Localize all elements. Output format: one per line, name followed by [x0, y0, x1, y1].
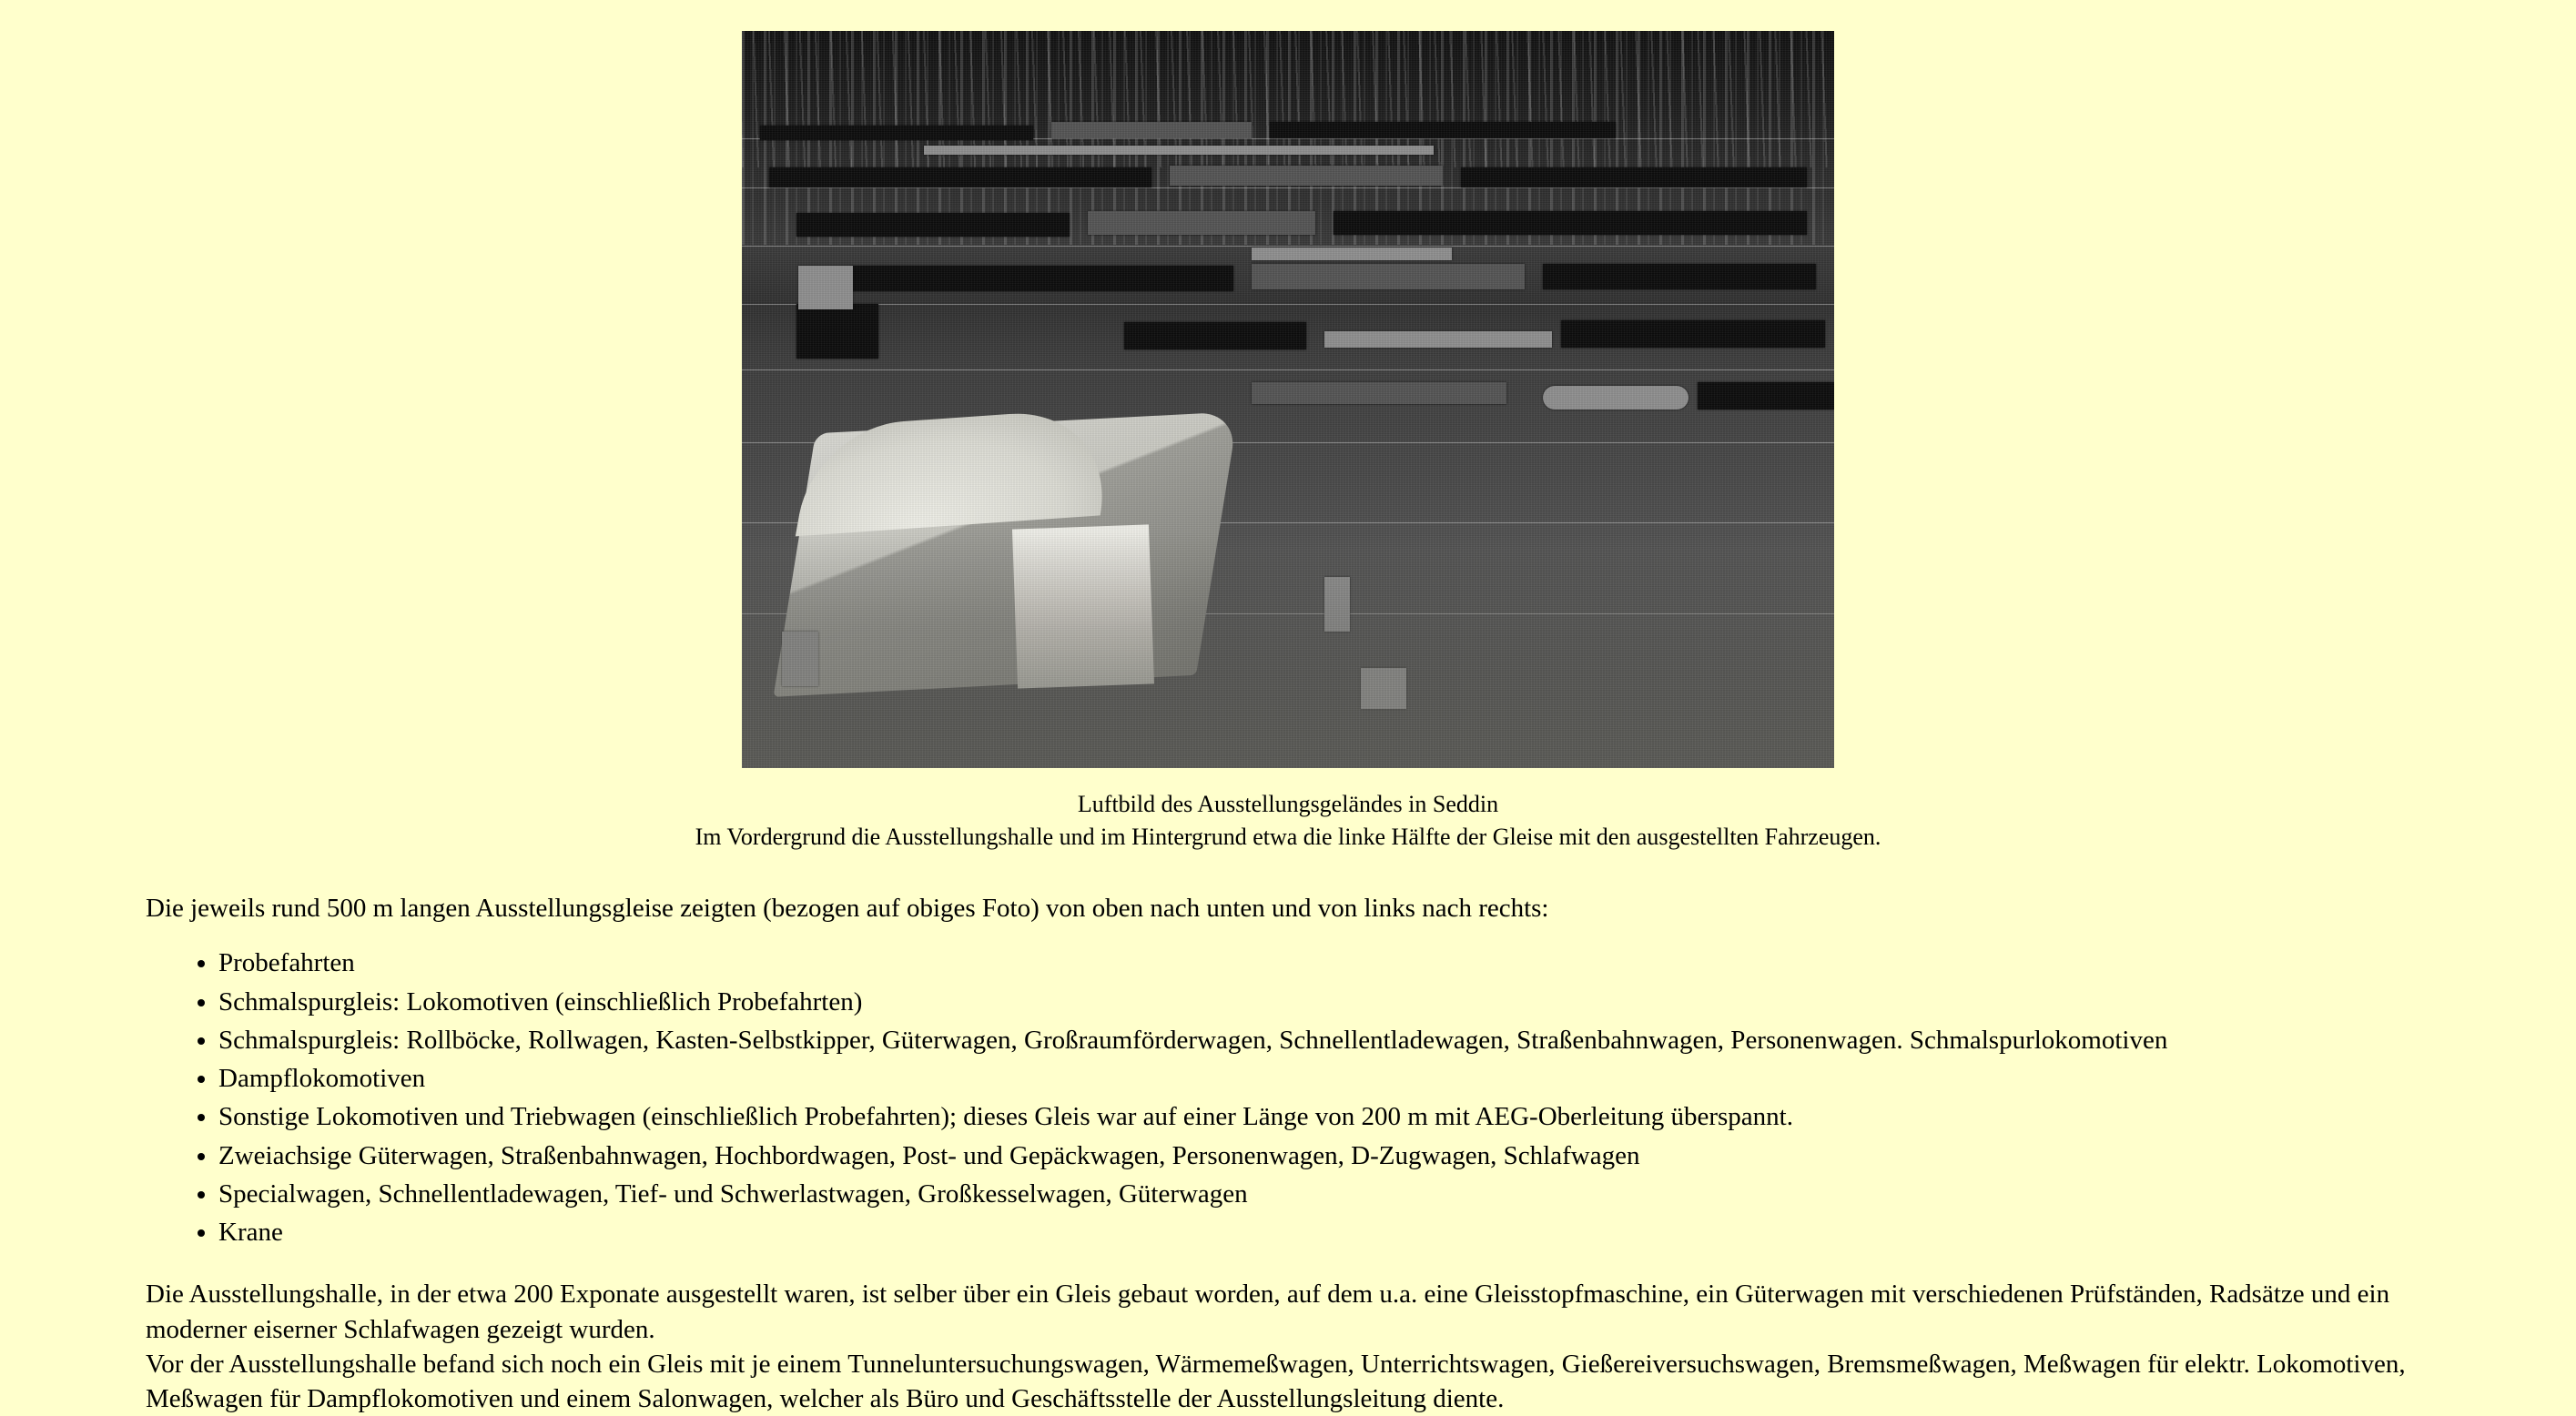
- rail-vehicle: [796, 213, 1070, 237]
- rail-vehicle: [1252, 264, 1525, 289]
- rail-vehicle: [1543, 264, 1816, 289]
- caption-line-2: Im Vordergrund die Ausstellungshalle und im Hintergrund etwa die linke Hälfte der Gleise mit den ausgestellten Fahrzeugen.: [695, 823, 1881, 850]
- building-block: [796, 304, 878, 359]
- intro-paragraph: Die jeweils rund 500 m langen Ausstellungsgleise zeigten (bezogen auf obiges Foto) von oben nach unten und von links nach rechts:: [146, 893, 1549, 923]
- photo-image: [742, 31, 1834, 768]
- rail-track-line: [742, 187, 1834, 188]
- rail-vehicle: [1051, 122, 1252, 138]
- tank-wagon: [1543, 386, 1689, 410]
- list-item: • Krane: [218, 1215, 2430, 1249]
- list-item: • Probefahrten: [218, 946, 2430, 980]
- rail-vehicle: [760, 126, 1033, 140]
- list-item: • Schmalspurgleis: Rollböcke, Rollwagen, Kasten-Selbstkipper, Güterwagen, Großraumförderwagen, Schnellentladewagen, Straßenbahnwagen, Personenwagen. Schmalspurlokomotiven: [218, 1023, 2430, 1057]
- yard-ground: [742, 531, 1834, 768]
- list-item: • Specialwagen, Schnellentladewagen, Tief- und Schwerlastwagen, Großkesselwagen, Güterwagen: [218, 1177, 2430, 1211]
- rail-vehicle: [1252, 248, 1452, 260]
- article-body: [0, 891, 2576, 1416]
- caption-line-1: Luftbild des Ausstellungsgeländes in Seddin: [1077, 791, 1499, 818]
- paragraph-hall: Die Ausstellungshalle, in der etwa 200 Exponate ausgestellt waren, ist selber über ein Gleis gebaut worden, auf dem u.a. eine Gleisstopfmaschine, ein Güterwagen mit verschiedenen Prüfständen, Radsätze und ein moderner eiserner Schlafwagen gezeigt wurden.: [146, 1279, 2390, 1344]
- rail-vehicle: [1270, 122, 1616, 138]
- rail-track-line: [742, 369, 1834, 370]
- paragraph-track-front: Vor der Ausstellungshalle befand sich noch ein Gleis mit je einem Tunneluntersuchungswagen, Wärmemeßwagen, Unterrichtswagen, Gießereiversuchswagen, Bremsmeßwagen, Meßwagen für elektr. Lokomotiven, Meßwagen für Dampflokomotiven und einem Salonwagen, welcher als Büro und Geschäftsstelle der Ausstellungsleitung diente.: [146, 1349, 2406, 1414]
- rail-vehicle: [1461, 167, 1807, 187]
- list-item: • Schmalspurgleis: Lokomotiven (einschließlich Probefahrten): [218, 985, 2430, 1019]
- rail-vehicle: [1124, 322, 1306, 349]
- list-item: • Zweiachsige Güterwagen, Straßenbahnwagen, Hochbordwagen, Post- und Gepäckwagen, Personenwagen, D-Zugwagen, Schlafwagen: [218, 1138, 2430, 1173]
- rail-vehicle: [924, 146, 1434, 155]
- aerial-photo: [742, 31, 1834, 768]
- building-block: [798, 266, 853, 309]
- rail-vehicle: [1324, 331, 1552, 348]
- list-item: • Dampflokomotiven: [218, 1061, 2430, 1096]
- figure-caption: [0, 788, 2576, 853]
- rail-vehicle: [1252, 382, 1506, 404]
- rail-vehicle: [769, 167, 1151, 187]
- rail-vehicle: [1561, 320, 1825, 348]
- exhibition-track-list: [146, 946, 2430, 1249]
- rail-vehicle: [851, 266, 1233, 291]
- rail-track-line: [742, 246, 1834, 247]
- list-item: • Sonstige Lokomotiven und Triebwagen (einschließlich Probefahrten); dieses Gleis war auf einer Länge von 200 m mit AEG-Oberleitung überspannt.: [218, 1099, 2430, 1134]
- rail-track-line: [742, 304, 1834, 305]
- rail-vehicle: [1088, 211, 1315, 235]
- rail-vehicle: [1698, 382, 1834, 410]
- rail-vehicle: [1170, 166, 1443, 186]
- rail-vehicle: [1334, 211, 1807, 235]
